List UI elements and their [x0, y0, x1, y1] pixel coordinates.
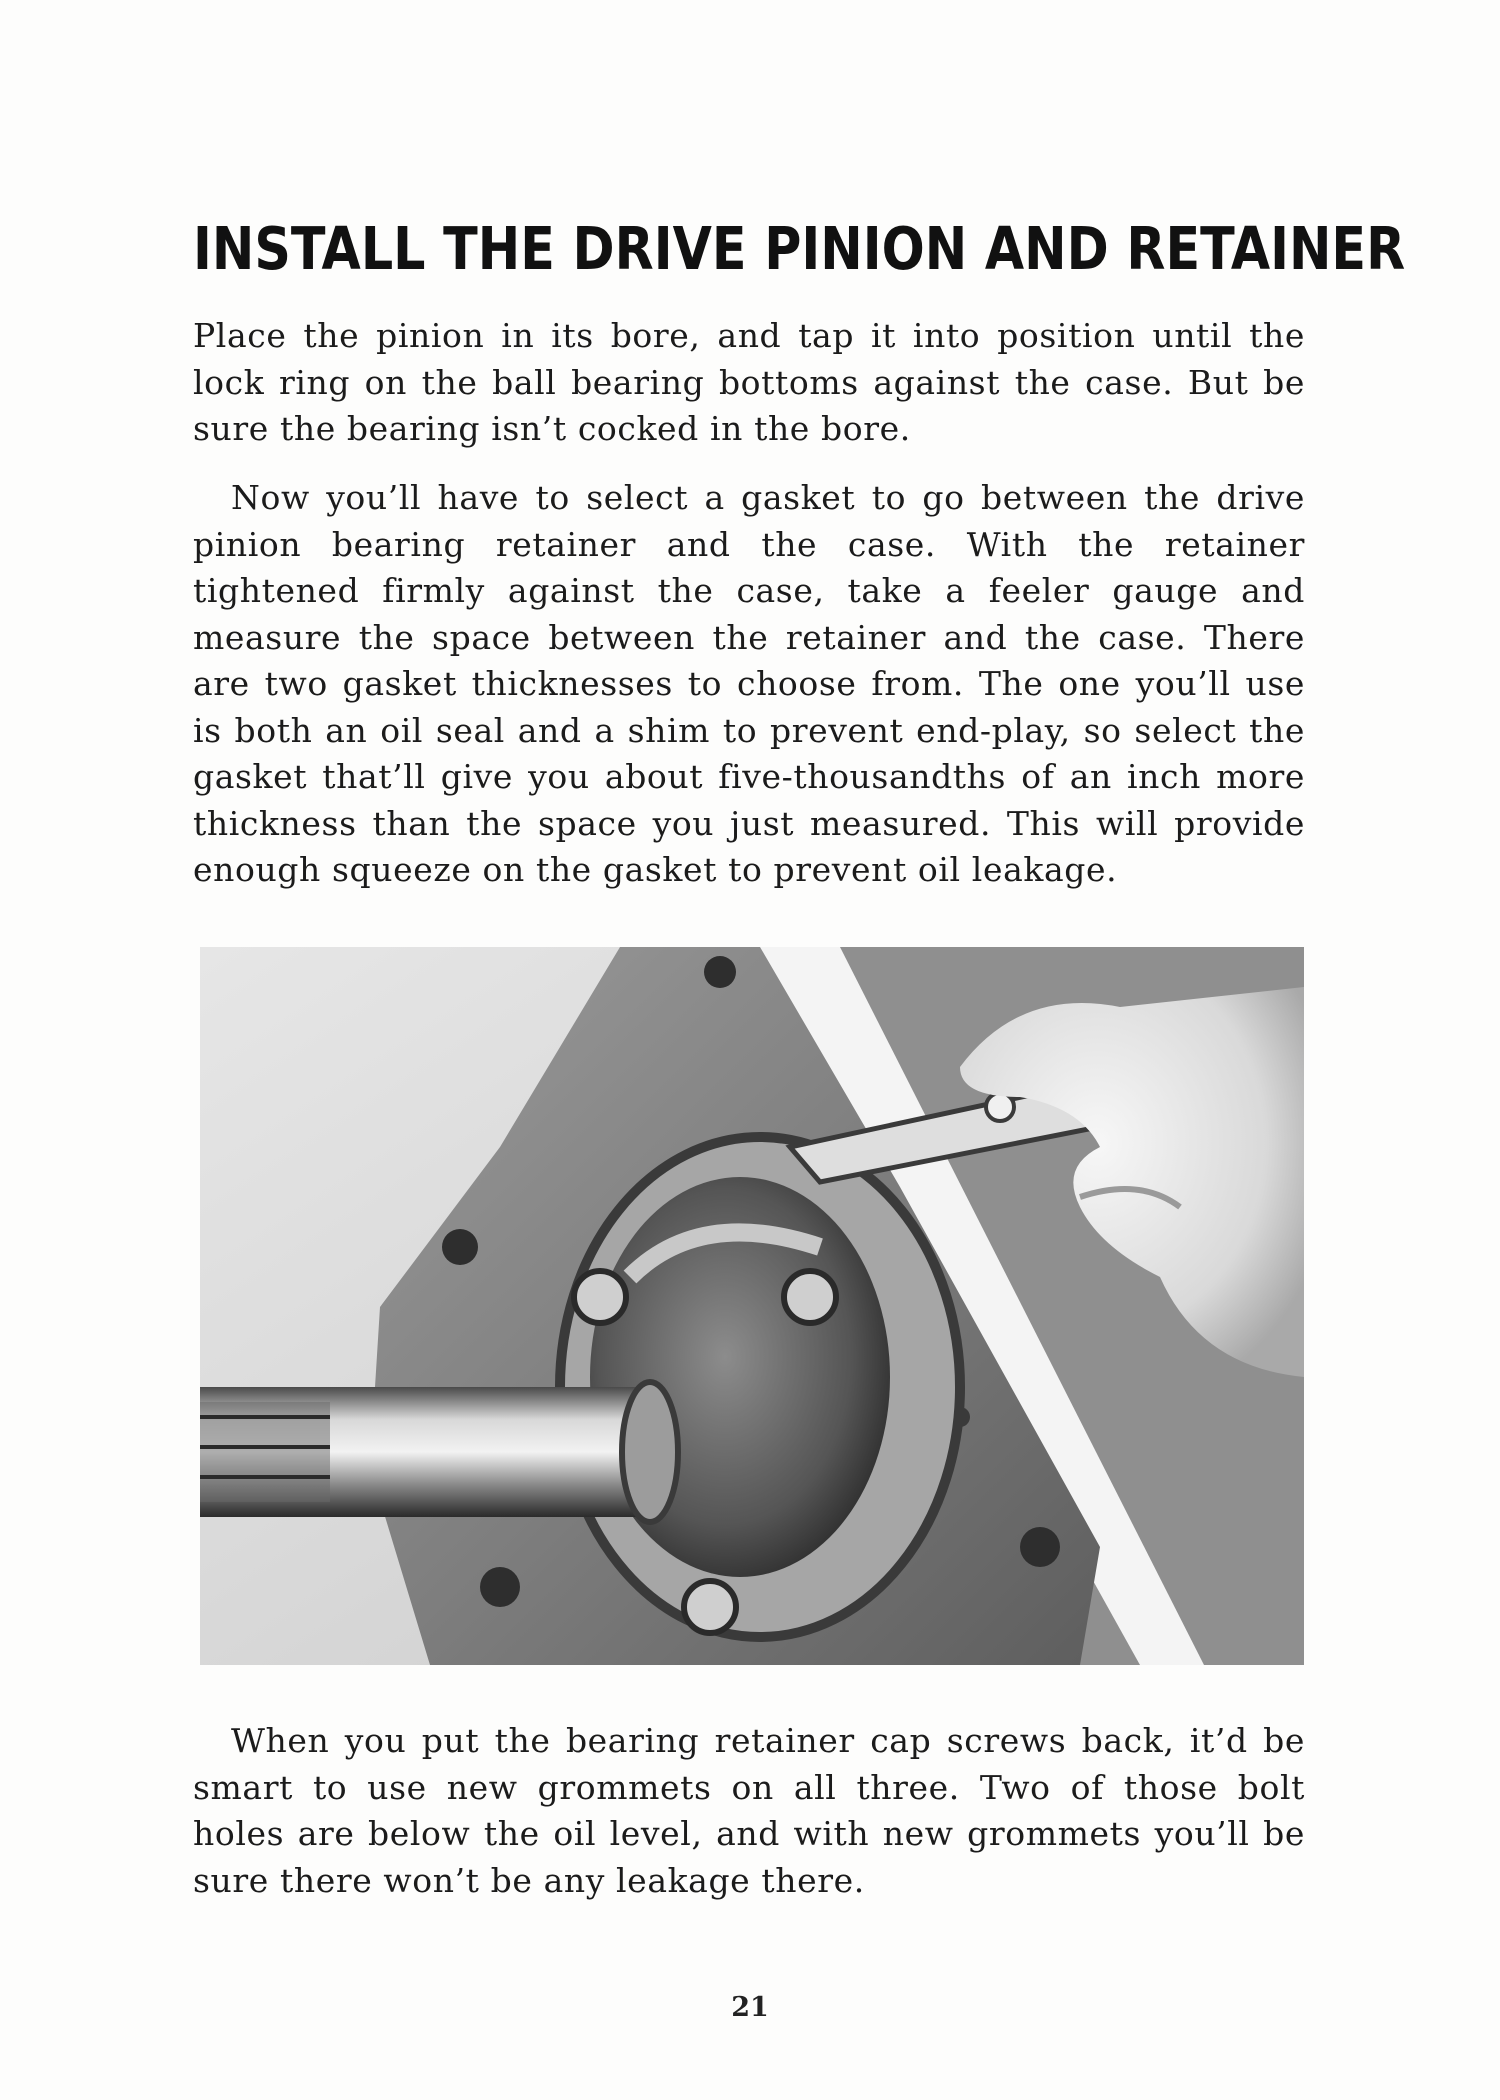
- paragraph-pinion-placement: Place the pinion in its bore, and tap it into position until the lock ring on the ball bearing bottoms against the case. But be sure the bearing isn’t cocked in the bore.: [193, 316, 1305, 448]
- bolt-hole: [480, 1567, 520, 1607]
- page-number: 21: [731, 1992, 769, 2023]
- cap-screw: [684, 1581, 736, 1633]
- bolt-hole: [704, 956, 736, 988]
- paragraph-gasket-selection: Now you’ll have to select a gasket to go between the drive pinion bearing retainer and the case. With the retainer tightened firmly against the case, take a feeler gauge and measure the space between the retainer and the case. There are two gasket thicknesses to choose from. The one you’ll use is both an oil seal and a shim to prevent end-play, so select the gasket that’ll give you about five-thousandths of an inch more thickness than the space you just measured. This will provide enough squeeze on the gasket to prevent oil leakage.: [193, 478, 1305, 889]
- bolt-hole: [442, 1229, 478, 1265]
- page-title: INSTALL THE DRIVE PINION AND RETAINER: [193, 214, 1406, 283]
- paragraph-grommets: When you put the bearing retainer cap screws back, it’d be smart to use new grommets on all three. Two of those bolt holes are below the oil level, and with new grommets you’ll be sure there won’t be any leakage there.: [193, 1721, 1305, 1900]
- cap-screw: [784, 1271, 836, 1323]
- bolt-hole: [1020, 1527, 1060, 1567]
- feeler-gauge-photo: [200, 947, 1304, 1665]
- cap-screw: [574, 1271, 626, 1323]
